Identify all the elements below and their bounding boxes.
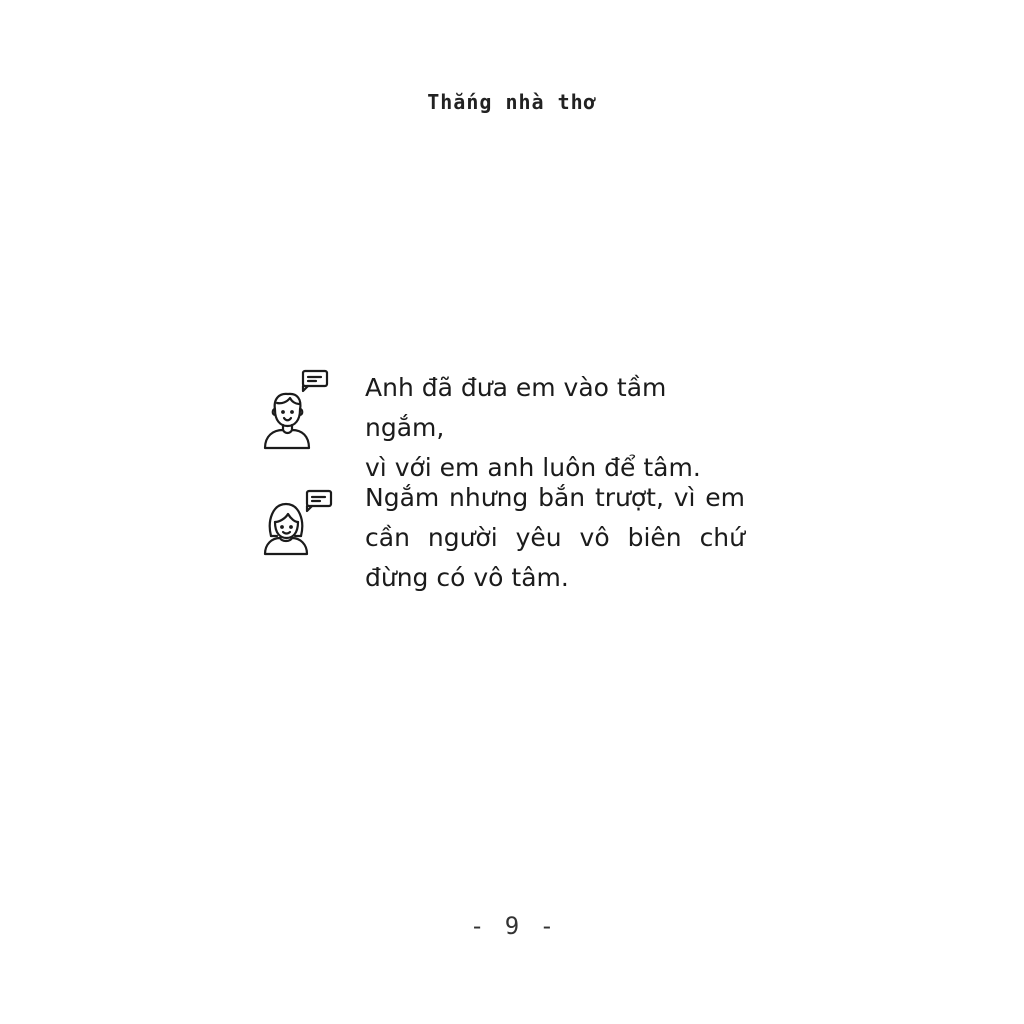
dialogue-line-girl: Ngắm nhưng bắn trượt, vì em cần người yêu vô biên chứ đừng có vô tâm. (365, 483, 745, 592)
boy-speaking-icon (258, 366, 338, 456)
page-number: - 9 - (469, 912, 555, 940)
page-title: Thắng nhà thơ (427, 90, 597, 114)
dialogue-line-boy: Anh đã đưa em vào tầm ngắm, vì với em anh luôn để tâm. (365, 373, 701, 482)
girl-speaking-icon (258, 482, 338, 572)
